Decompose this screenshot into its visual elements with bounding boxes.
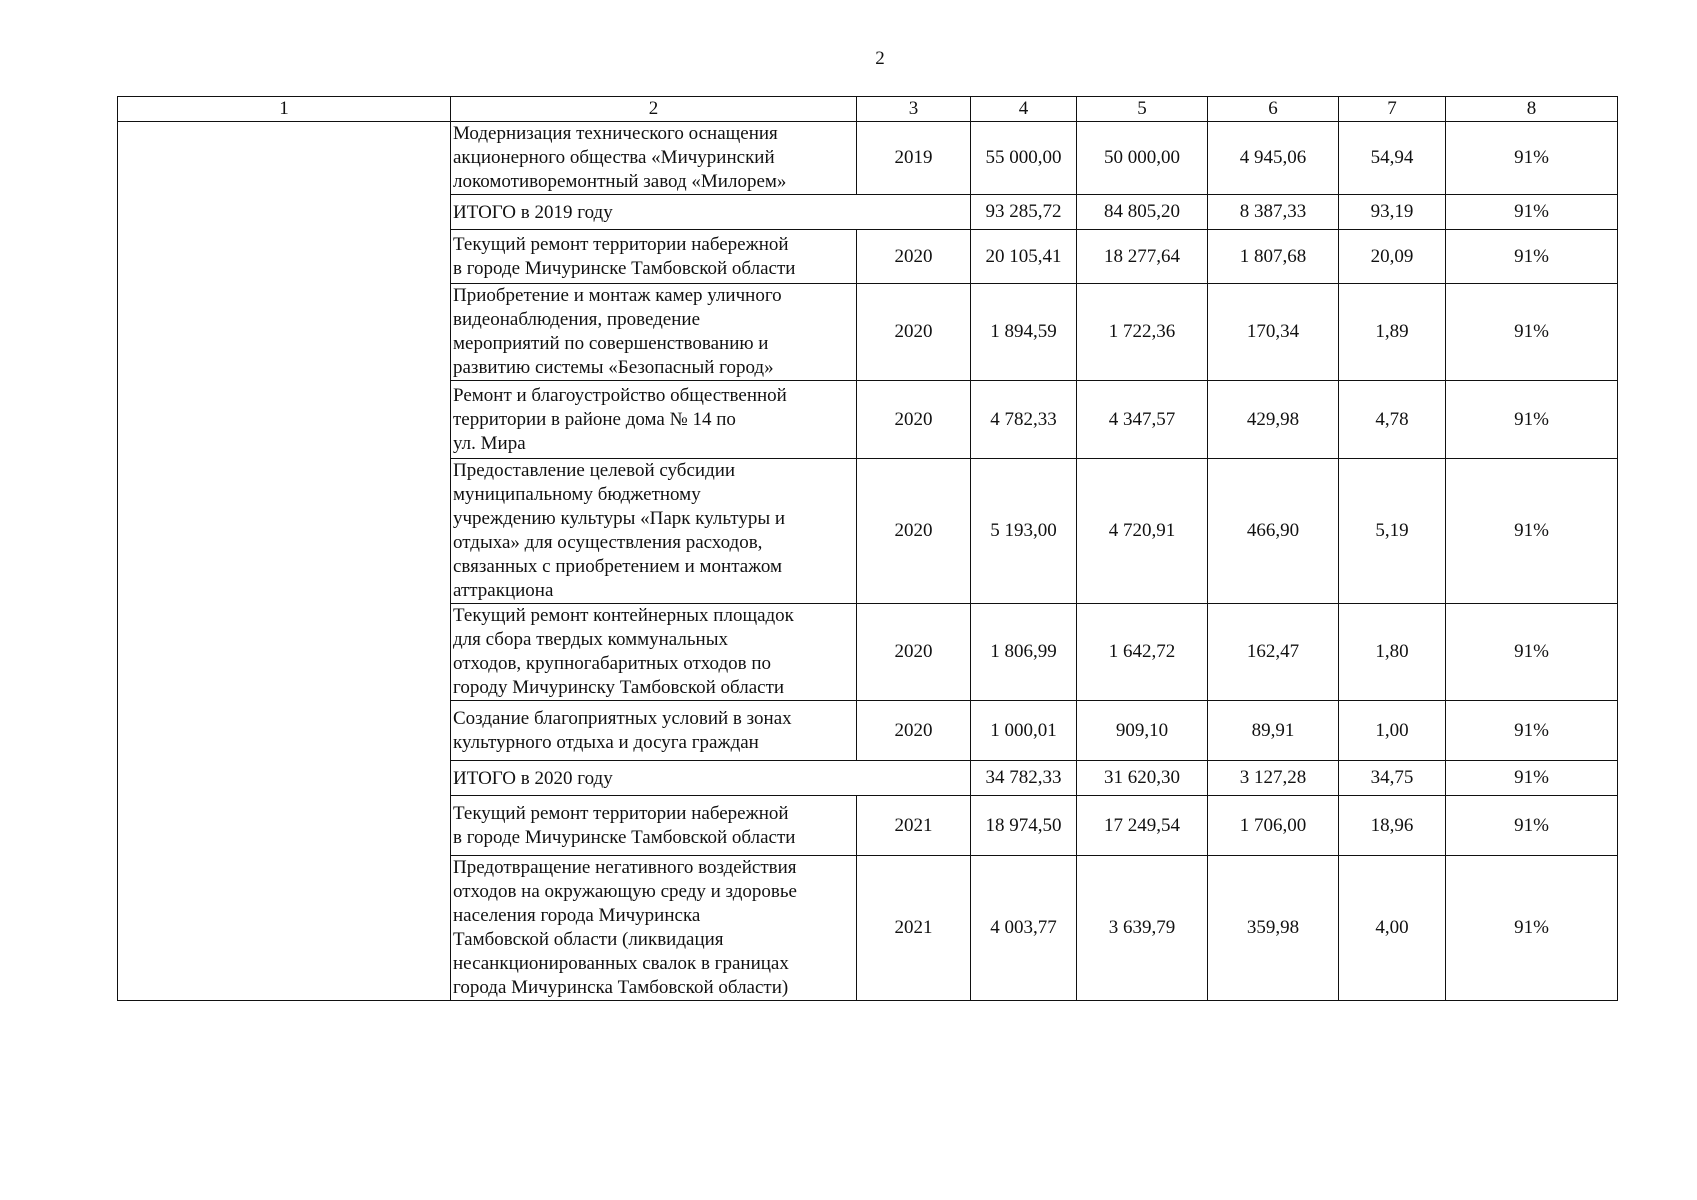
column-6-cell: 89,91 <box>1208 701 1339 761</box>
description-line: видеонаблюдения, проведение <box>453 309 700 330</box>
description-line: Предоставление целевой субсидии <box>453 460 736 481</box>
description-line: Текущий ремонт территории набережной <box>453 233 789 255</box>
year-cell: 2020 <box>857 459 971 604</box>
header-cell: 3 <box>857 97 971 122</box>
header-cell: 7 <box>1339 97 1446 122</box>
column-5-cell: 50 000,00 <box>1077 122 1208 195</box>
year-cell: 2019 <box>857 122 971 195</box>
column-6-cell: 4 945,06 <box>1208 122 1339 195</box>
description-line: Текущий ремонт контейнерных площадок <box>453 605 794 626</box>
empty-column-1-cell <box>118 122 451 1001</box>
column-4-cell: 93 285,72 <box>971 195 1077 230</box>
description-line: отходов на окружающую среду и здоровье <box>453 881 797 902</box>
year-cell: 2020 <box>857 284 971 381</box>
description-cell <box>451 796 857 856</box>
column-7-cell: 18,96 <box>1339 796 1446 856</box>
page-number: 2 <box>875 48 885 69</box>
description-line: отдыха» для осуществления расходов, <box>453 532 763 553</box>
budget-table <box>117 96 1618 1001</box>
column-5-cell: 18 277,64 <box>1077 230 1208 284</box>
column-6-cell: 3 127,28 <box>1208 761 1339 796</box>
column-4-cell: 1 000,01 <box>971 701 1077 761</box>
column-4-cell: 4 782,33 <box>971 381 1077 459</box>
year-cell: 2021 <box>857 856 971 1001</box>
header-cell: 1 <box>118 97 451 122</box>
column-6-cell: 359,98 <box>1208 856 1339 1001</box>
description-cell <box>451 284 857 381</box>
column-7-cell: 34,75 <box>1339 761 1446 796</box>
description-line: в городе Мичуринске Тамбовской области <box>453 257 796 279</box>
description-line: несанкционированных свалок в границах <box>453 953 789 974</box>
year-cell: 2021 <box>857 796 971 856</box>
year-cell: 2020 <box>857 701 971 761</box>
column-6-cell: 466,90 <box>1208 459 1339 604</box>
description-line: ИТОГО в 2020 году <box>453 768 613 789</box>
column-8-cell: 91% <box>1446 459 1618 604</box>
description-line: территории в районе дома № 14 по <box>453 408 736 430</box>
column-7-cell: 1,00 <box>1339 701 1446 761</box>
description-line: населения города Мичуринска <box>453 905 701 926</box>
description-line: акционерного общества «Мичуринский <box>453 147 775 168</box>
description-line: Текущий ремонт территории набережной <box>453 802 789 824</box>
total-label-cell <box>451 195 971 230</box>
table-body <box>118 97 1618 1001</box>
header-row <box>118 97 1618 122</box>
column-8-cell: 91% <box>1446 604 1618 701</box>
description-line: ул. Мира <box>453 432 526 454</box>
column-6-cell: 1 807,68 <box>1208 230 1339 284</box>
description-line: в городе Мичуринске Тамбовской области <box>453 826 796 848</box>
column-4-cell: 1 806,99 <box>971 604 1077 701</box>
description-line: Предотвращение негативного воздействия <box>453 857 797 878</box>
year-cell: 2020 <box>857 230 971 284</box>
column-5-cell: 1 722,36 <box>1077 284 1208 381</box>
description-line: мероприятий по совершенствованию и <box>453 333 769 354</box>
column-4-cell: 1 894,59 <box>971 284 1077 381</box>
header-cell: 2 <box>451 97 857 122</box>
description-cell <box>451 122 857 195</box>
column-7-cell: 1,89 <box>1339 284 1446 381</box>
header-cell: 8 <box>1446 97 1618 122</box>
description-cell <box>451 856 857 1001</box>
column-5-cell: 3 639,79 <box>1077 856 1208 1001</box>
description-cell <box>451 459 857 604</box>
column-6-cell: 8 387,33 <box>1208 195 1339 230</box>
description-line: Модернизация технического оснащения <box>453 123 778 144</box>
column-7-cell: 54,94 <box>1339 122 1446 195</box>
header-cell: 6 <box>1208 97 1339 122</box>
total-label-cell <box>451 761 971 796</box>
description-line: отходов, крупногабаритных отходов по <box>453 653 772 674</box>
column-5-cell: 84 805,20 <box>1077 195 1208 230</box>
column-4-cell: 55 000,00 <box>971 122 1077 195</box>
description-line: Ремонт и благоустройство общественной <box>453 384 787 406</box>
year-cell: 2020 <box>857 604 971 701</box>
description-cell <box>451 381 857 459</box>
column-4-cell: 4 003,77 <box>971 856 1077 1001</box>
column-7-cell: 1,80 <box>1339 604 1446 701</box>
header-cell: 4 <box>971 97 1077 122</box>
column-6-cell: 429,98 <box>1208 381 1339 459</box>
column-7-cell: 4,78 <box>1339 381 1446 459</box>
column-7-cell: 4,00 <box>1339 856 1446 1001</box>
description-line: муниципальному бюджетному <box>453 484 701 505</box>
table-row <box>118 122 1618 195</box>
description-line: связанных с приобретением и монтажом <box>453 556 782 577</box>
header-cell: 5 <box>1077 97 1208 122</box>
column-4-cell: 34 782,33 <box>971 761 1077 796</box>
description-line: Приобретение и монтаж камер уличного <box>453 285 782 306</box>
column-5-cell: 17 249,54 <box>1077 796 1208 856</box>
column-5-cell: 31 620,30 <box>1077 761 1208 796</box>
column-8-cell: 91% <box>1446 761 1618 796</box>
column-6-cell: 1 706,00 <box>1208 796 1339 856</box>
description-cell <box>451 701 857 761</box>
description-cell <box>451 230 857 284</box>
column-5-cell: 1 642,72 <box>1077 604 1208 701</box>
description-line: города Мичуринска Тамбовской области) <box>453 977 789 998</box>
column-5-cell: 4 347,57 <box>1077 381 1208 459</box>
column-8-cell: 91% <box>1446 856 1618 1001</box>
column-5-cell: 4 720,91 <box>1077 459 1208 604</box>
description-line: учреждению культуры «Парк культуры и <box>453 508 786 529</box>
description-line: городу Мичуринску Тамбовской области <box>453 677 785 698</box>
description-line: локомотиворемонтный завод «Милорем» <box>453 171 787 192</box>
description-line: для сбора твердых коммунальных <box>453 629 728 650</box>
column-6-cell: 170,34 <box>1208 284 1339 381</box>
column-7-cell: 5,19 <box>1339 459 1446 604</box>
column-8-cell: 91% <box>1446 122 1618 195</box>
description-line: Тамбовской области (ликвидация <box>453 929 724 950</box>
description-line: аттракциона <box>453 580 554 601</box>
column-8-cell: 91% <box>1446 701 1618 761</box>
column-8-cell: 91% <box>1446 381 1618 459</box>
column-4-cell: 18 974,50 <box>971 796 1077 856</box>
column-7-cell: 93,19 <box>1339 195 1446 230</box>
description-line: культурного отдыха и досуга граждан <box>453 731 759 753</box>
column-6-cell: 162,47 <box>1208 604 1339 701</box>
column-7-cell: 20,09 <box>1339 230 1446 284</box>
description-cell <box>451 604 857 701</box>
column-4-cell: 20 105,41 <box>971 230 1077 284</box>
column-8-cell: 91% <box>1446 796 1618 856</box>
description-line: ИТОГО в 2019 году <box>453 202 613 223</box>
column-4-cell: 5 193,00 <box>971 459 1077 604</box>
description-line: развитию системы «Безопасный город» <box>453 357 774 378</box>
column-8-cell: 91% <box>1446 230 1618 284</box>
year-cell: 2020 <box>857 381 971 459</box>
description-line: Создание благоприятных условий в зонах <box>453 707 792 729</box>
column-5-cell: 909,10 <box>1077 701 1208 761</box>
column-8-cell: 91% <box>1446 195 1618 230</box>
column-8-cell: 91% <box>1446 284 1618 381</box>
